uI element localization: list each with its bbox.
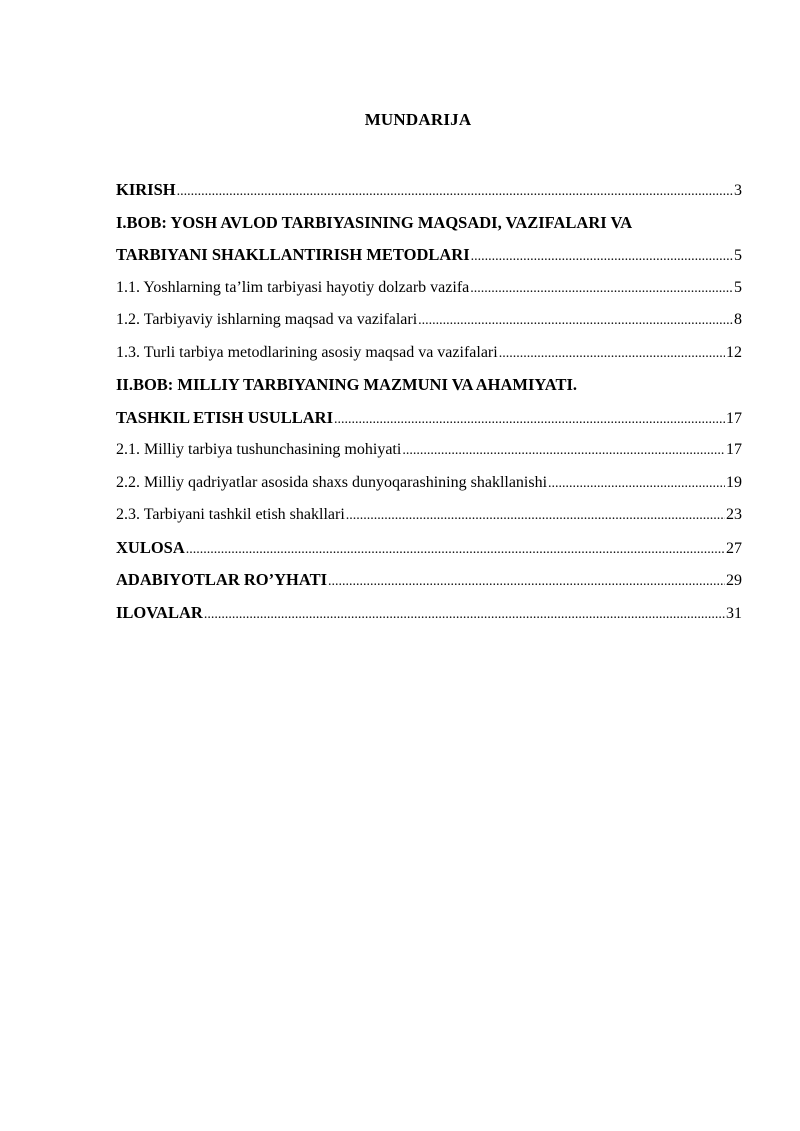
toc-page-number: 23 [726, 506, 742, 523]
toc-entry-1-3[interactable] [116, 337, 742, 370]
toc-page-number: 19 [726, 473, 742, 491]
dot-leader [418, 305, 733, 338]
dot-leader [346, 500, 725, 533]
toc-entry-2-1[interactable] [116, 434, 742, 467]
toc-page-number: 31 [726, 604, 742, 622]
toc-entry-label-line-1: II.BOB: MILLIY TARBIYANING MAZMUNI VA AHAMIYATI. [116, 375, 578, 394]
toc-entry-label: 2.2. Milliy qadriyatlar asosida shaxs dunyoqarashining shakllanishi [116, 473, 548, 491]
toc-entry-label: ILOVALAR [116, 602, 203, 622]
toc-page-number: 3 [734, 182, 742, 199]
toc-page-number: 29 [726, 572, 742, 589]
toc-entry-1-1[interactable] [116, 272, 742, 305]
dot-leader [177, 176, 733, 209]
toc-entry-ilovalar[interactable] [116, 597, 742, 630]
toc-entry-kirish[interactable] [116, 174, 742, 207]
dot-leader [402, 435, 725, 468]
dot-leader [471, 241, 733, 274]
dot-leader [548, 468, 725, 501]
toc-entry-xulosa[interactable] [116, 532, 742, 565]
toc-entry-label: 1.2. Tarbiyaviy ishlarning maqsad va vazifalari [116, 311, 418, 328]
dot-leader [470, 273, 733, 306]
page-title: MUNDARIJA [364, 110, 472, 129]
toc-entry-2-2[interactable] [116, 467, 742, 500]
toc-entry-label: 2.3. Tarbiyani tashkil etish shakllari [116, 506, 345, 523]
toc-entry-1-2[interactable] [116, 304, 742, 337]
toc-entry-adabiyotlar[interactable] [116, 564, 742, 597]
toc-entry-chapter-1[interactable] [116, 207, 742, 272]
toc-page-number: 12 [726, 343, 742, 361]
dot-leader [204, 599, 725, 632]
toc-entry-label: TASHKIL ETISH USULLARI [116, 407, 334, 427]
toc-entry-label: KIRISH [116, 180, 176, 199]
toc-page-number: 27 [726, 539, 742, 557]
table-of-contents [116, 174, 742, 629]
toc-entry-label: 2.1. Milliy tarbiya tushunchasining mohiyati [116, 441, 402, 458]
toc-entry-chapter-2[interactable] [116, 369, 742, 434]
toc-entry-label: 1.1. Yoshlarning ta’lim tarbiyasi hayotiy dolzarb vazifa [116, 278, 470, 296]
toc-page-number: 17 [726, 409, 742, 427]
toc-page-number: 17 [726, 441, 742, 458]
dot-leader [186, 534, 725, 567]
toc-entry-label: XULOSA [116, 537, 185, 557]
dot-leader [328, 566, 725, 599]
toc-entry-label: TARBIYANI SHAKLLANTIRISH METODLARI [116, 245, 470, 264]
toc-entry-label: ADABIYOTLAR RO’YHATI [116, 570, 328, 589]
toc-entry-label: 1.3. Turli tarbiya metodlarining asosiy maqsad va vazifalari [116, 343, 498, 361]
dot-leader [499, 338, 725, 371]
dot-leader [334, 404, 725, 437]
toc-entry-label-line-1: I.BOB: YOSH AVLOD TARBIYASINING MAQSADI, VAZIFALARI VA [116, 212, 633, 232]
toc-entry-2-3[interactable] [116, 499, 742, 532]
toc-page-number: 5 [734, 247, 742, 264]
toc-page-number: 8 [734, 311, 742, 328]
toc-page-number: 5 [734, 278, 742, 296]
